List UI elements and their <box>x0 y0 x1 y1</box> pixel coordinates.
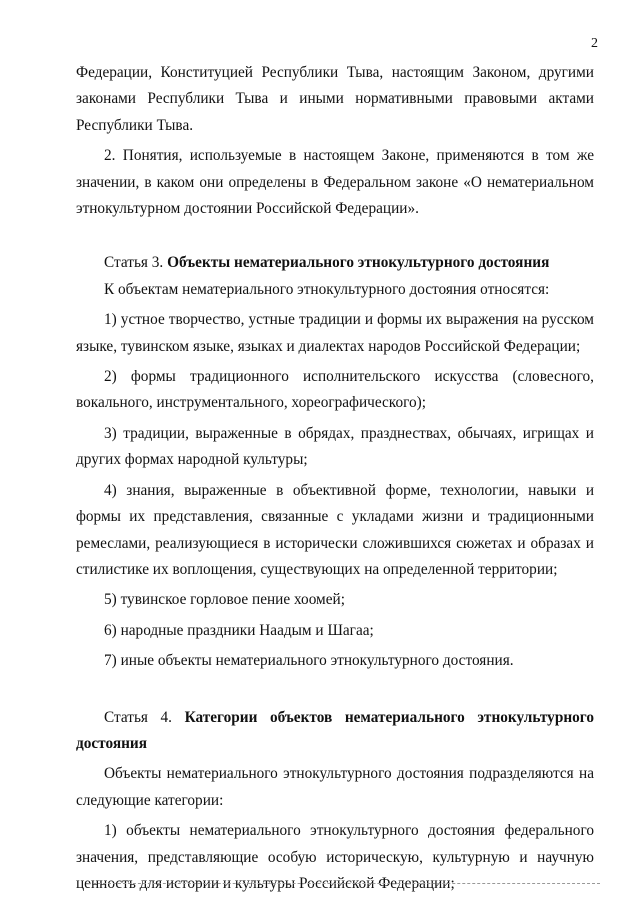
document-body <box>76 60 594 897</box>
scan-edge-line <box>88 883 600 884</box>
article-3-heading <box>76 250 594 276</box>
article-3-item-2: 2) формы традиционного исполнительского искусства (словесного, вокального, инструментального, хореографического); <box>76 368 594 412</box>
paragraph-continuation: Федерации, Конституцией Республики Тыва, настоящим Законом, другими законами Республики Тыва и иными нормативными правовыми актами Республики Тыва. <box>76 64 594 134</box>
article-3-item-1: 1) устное творчество, устные традиции и формы их выражения на русском языке, тувинском языке, языках и диалектах народов Российской Федерации; <box>76 311 594 355</box>
paragraph-definitions: 2. Понятия, используемые в настоящем Законе, применяются в том же значении, в каком они определены в Федеральном законе «О нематериальном этнокультурном достоянии Российской Федерации». <box>76 147 594 218</box>
article-4-title: Категории объектов нематериального этнокультурного достояния <box>76 708 594 752</box>
article-3-item-3: 3) традиции, выраженные в обрядах, празднествах, обычаях, игрищах и других формах народной культуры; <box>76 424 594 469</box>
article-3-intro: К объектам нематериального этнокультурного достояния относятся: <box>104 280 550 298</box>
article-4-heading <box>76 705 594 758</box>
article-4-prefix: Статья 4. <box>104 708 173 726</box>
article-3-item-4: 4) знания, выраженные в объективной форме, технологии, навыки и формы их представления, связанные с укладами жизни и традиционными ремеслами, реализующиеся в исторически сложившихся сюжетах и образах и стилистике их воплощения, существующих на определенной территории; <box>76 481 594 578</box>
article-3-item-6: 6) народные праздники Наадым и Шагаа; <box>104 621 374 639</box>
article-3-item-7: 7) иные объекты нематериального этнокультурного достояния. <box>104 652 514 670</box>
article-3-title: Объекты нематериального этнокультурного достояния <box>167 254 550 272</box>
article-4-intro: Объекты нематериального этнокультурного достояния подразделяются на следующие категории: <box>76 765 594 809</box>
article-3-prefix: Статья 3. <box>104 254 164 272</box>
article-4-item-1: 1) объекты нематериального этнокультурного достояния федерального значения, представляющие особую историческую, культурную и научную ценность для истории и культуры Российской Федерации; <box>76 822 594 892</box>
article-3-item-5: 5) тувинское горловое пение хоомей; <box>104 591 345 609</box>
page-number: 2 <box>591 36 598 51</box>
